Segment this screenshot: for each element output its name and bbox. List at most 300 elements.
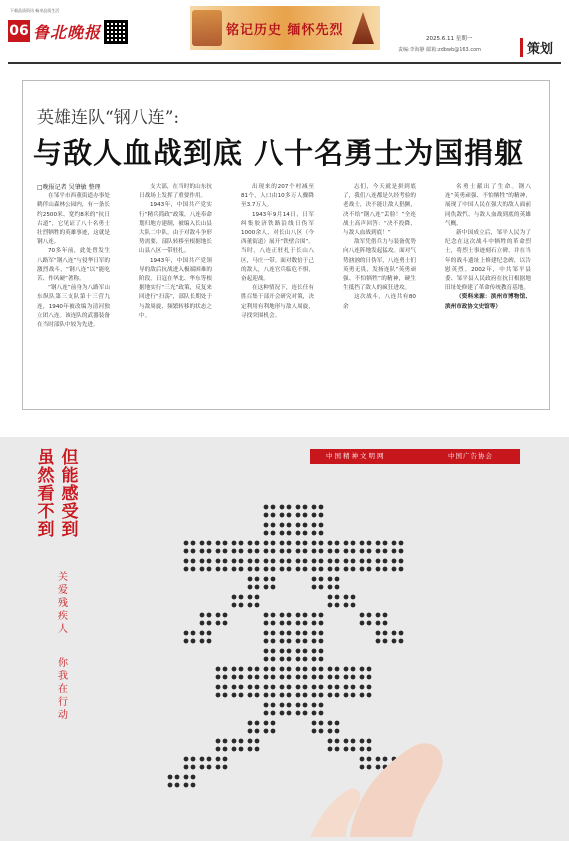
article-source: （资料来源：滨州市博物馆、滨州市政协文史馆等）	[445, 294, 531, 310]
braille-dot	[351, 667, 356, 672]
article-box	[22, 80, 550, 410]
braille-dot	[271, 577, 276, 582]
braille-dot	[255, 595, 260, 600]
braille-dot	[383, 621, 388, 626]
braille-dot	[280, 567, 285, 572]
braille-dot	[296, 567, 301, 572]
braille-dot	[335, 739, 340, 744]
braille-dot	[207, 621, 212, 626]
braille-dot	[271, 667, 276, 672]
braille-dot	[344, 595, 349, 600]
braille-dot	[303, 675, 308, 680]
braille-dot	[296, 559, 301, 564]
braille-dot	[376, 631, 381, 636]
braille-dot	[319, 613, 324, 618]
braille-dot	[303, 541, 308, 546]
braille-dot	[239, 559, 244, 564]
braille-dot	[191, 783, 196, 788]
braille-dot	[287, 559, 292, 564]
ad-org-right: 中国广告协会	[448, 452, 493, 460]
braille-dot	[360, 567, 365, 572]
braille-dot	[296, 703, 301, 708]
braille-dot	[328, 685, 333, 690]
braille-dot	[303, 613, 308, 618]
braille-dot	[303, 513, 308, 518]
braille-dot	[351, 559, 356, 564]
braille-dot	[239, 541, 244, 546]
braille-dot	[335, 585, 340, 590]
braille-dot	[296, 693, 301, 698]
braille-dot	[335, 667, 340, 672]
braille-dot	[232, 603, 237, 608]
header-banner	[190, 6, 380, 50]
braille-dot	[287, 531, 292, 536]
banner-decoration-icon	[192, 10, 222, 46]
braille-dot	[303, 685, 308, 690]
braille-dot	[216, 757, 221, 762]
braille-dot	[312, 675, 317, 680]
braille-dot	[312, 513, 317, 518]
braille-dot	[280, 559, 285, 564]
braille-dot	[383, 613, 388, 618]
braille-dot	[367, 675, 372, 680]
braille-dot	[255, 747, 260, 752]
braille-dot	[207, 639, 212, 644]
braille-dot	[232, 685, 237, 690]
braille-dot	[264, 577, 269, 582]
braille-dot	[248, 747, 253, 752]
braille-dot	[200, 559, 205, 564]
braille-dot	[280, 505, 285, 510]
braille-dot	[223, 747, 228, 752]
braille-dot	[303, 549, 308, 554]
braille-dot	[392, 631, 397, 636]
braille-dot	[280, 693, 285, 698]
braille-dot	[280, 703, 285, 708]
braille-dot	[264, 621, 269, 626]
braille-dot	[303, 505, 308, 510]
braille-dot	[367, 739, 372, 744]
braille-dot	[303, 631, 308, 636]
braille-dot	[296, 667, 301, 672]
braille-dot	[271, 585, 276, 590]
braille-dot	[287, 649, 292, 654]
paper-logo: 鲁北晚报	[33, 23, 102, 42]
braille-dot	[255, 541, 260, 546]
header-tagline: 下载品质资讯 畅享品质生活	[10, 8, 60, 13]
braille-dot	[319, 649, 324, 654]
braille-dot	[264, 613, 269, 618]
public-service-ad	[0, 437, 569, 841]
braille-dot	[360, 693, 365, 698]
braille-dot	[287, 685, 292, 690]
braille-dot	[255, 675, 260, 680]
braille-dot	[312, 693, 317, 698]
braille-dot	[191, 775, 196, 780]
braille-dot	[360, 675, 365, 680]
braille-dot	[232, 541, 237, 546]
braille-dot	[287, 631, 292, 636]
braille-dot	[312, 541, 317, 546]
braille-dot	[296, 613, 301, 618]
ad-vertical-text-2: 你 我 在 行 动	[58, 658, 68, 721]
braille-dot	[232, 549, 237, 554]
braille-dot	[223, 739, 228, 744]
braille-dot	[184, 567, 189, 572]
braille-dot	[239, 595, 244, 600]
braille-dot	[312, 685, 317, 690]
braille-dot	[328, 549, 333, 554]
braille-dot	[191, 541, 196, 546]
braille-dot	[319, 585, 324, 590]
braille-dot	[351, 595, 356, 600]
braille-dot	[296, 505, 301, 510]
braille-dot	[207, 613, 212, 618]
braille-dot	[255, 567, 260, 572]
braille-dot	[271, 703, 276, 708]
braille-dot	[376, 567, 381, 572]
braille-dot	[255, 721, 260, 726]
braille-dot	[399, 541, 404, 546]
braille-dot	[303, 559, 308, 564]
braille-dot	[287, 523, 292, 528]
braille-dot	[264, 729, 269, 734]
braille-dot	[335, 729, 340, 734]
braille-dot	[287, 549, 292, 554]
braille-dot	[328, 675, 333, 680]
braille-dot	[376, 765, 381, 770]
braille-dot	[223, 765, 228, 770]
braille-dot	[287, 675, 292, 680]
braille-dot	[223, 675, 228, 680]
braille-dot	[280, 621, 285, 626]
braille-dot	[280, 531, 285, 536]
braille-dot	[232, 595, 237, 600]
braille-dot	[312, 657, 317, 662]
braille-dot	[207, 559, 212, 564]
braille-dot	[367, 667, 372, 672]
ad-slogan-right	[58, 449, 82, 539]
braille-dot	[335, 693, 340, 698]
braille-dot	[360, 667, 365, 672]
braille-dot	[399, 567, 404, 572]
braille-dot	[319, 541, 324, 546]
braille-dot	[303, 657, 308, 662]
paragraph: 志们，今天就是拼到底了，我们八连都是久经考验的老战士，决不能让敌人猖獗，决不给“钢八连”丢脸！”全连战士高声回答：“决不投降，与敌人血战到底！”	[343, 184, 416, 237]
braille-dot	[392, 541, 397, 546]
braille-dot	[344, 739, 349, 744]
braille-dot	[175, 783, 180, 788]
braille-dot	[351, 693, 356, 698]
braille-dot	[184, 559, 189, 564]
braille-dot	[351, 549, 356, 554]
braille-dot	[248, 693, 253, 698]
braille-dot	[287, 703, 292, 708]
paragraph: 敌军凭借兵力与装备优势向八连阵地发起猛攻。面对气势汹汹的日伪军，八连勇士们英勇无畏，发扬连队“英勇顽强、不怕牺牲”的精神，硬生生抵挡了敌人的疯狂进攻。	[343, 239, 416, 292]
braille-dot	[200, 613, 205, 618]
braille-dot	[255, 585, 260, 590]
braille-dot	[271, 531, 276, 536]
braille-dot	[303, 531, 308, 536]
braille-dot	[296, 523, 301, 528]
braille-dot	[376, 541, 381, 546]
braille-dot	[248, 549, 253, 554]
braille-dot	[335, 603, 340, 608]
braille-dot	[280, 513, 285, 518]
braille-dot	[207, 765, 212, 770]
braille-dot	[255, 685, 260, 690]
braille-dot	[232, 567, 237, 572]
braille-dot	[191, 559, 196, 564]
hand-icon	[350, 743, 443, 837]
braille-dot	[248, 541, 253, 546]
braille-dot	[232, 693, 237, 698]
braille-dot	[351, 675, 356, 680]
section-label: 策划	[520, 38, 553, 57]
paragraph: 1943年9月14日，日军纠集胶济铁路沿线日伪军1000余人，对长山八区（今西董街道）展开“铁壁合围”。当时，八连正驻扎于长山八区，马庄一带。面对数倍于己的敌人，八连官兵临危不惧，奋起迎战。	[241, 211, 314, 283]
braille-dot	[271, 657, 276, 662]
ad-org-bar	[310, 449, 520, 464]
braille-dot	[376, 621, 381, 626]
braille-dot	[383, 631, 388, 636]
braille-dot	[264, 667, 269, 672]
braille-dots	[168, 505, 420, 788]
braille-dot	[335, 675, 340, 680]
braille-dot	[367, 559, 372, 564]
braille-dot	[376, 549, 381, 554]
braille-dot	[328, 577, 333, 582]
braille-dot	[264, 693, 269, 698]
braille-dot	[280, 523, 285, 528]
braille-dot	[264, 703, 269, 708]
braille-dot	[312, 711, 317, 716]
braille-dot	[239, 549, 244, 554]
braille-dot	[335, 747, 340, 752]
braille-dot	[264, 531, 269, 536]
braille-dot	[360, 765, 365, 770]
braille-dot	[319, 721, 324, 726]
braille-dot	[264, 505, 269, 510]
braille-dot	[255, 729, 260, 734]
braille-dot	[264, 675, 269, 680]
braille-dot	[296, 513, 301, 518]
braille-dot	[248, 739, 253, 744]
braille-dot	[168, 775, 173, 780]
braille-dot	[271, 693, 276, 698]
braille-dot	[383, 757, 388, 762]
braille-dot	[255, 549, 260, 554]
braille-dot	[248, 675, 253, 680]
paragraph: 名勇士献出了生命。钢八连“英勇顽强、不怕牺牲”的精神，展现了中国人民在强大的敌人面前同仇敌忾、与敌人血战到底的英雄气概。	[445, 184, 531, 227]
braille-dot	[216, 667, 221, 672]
braille-dot	[328, 729, 333, 734]
braille-dot	[319, 567, 324, 572]
braille-dot	[168, 783, 173, 788]
braille-dot	[312, 505, 317, 510]
braille-dot	[392, 639, 397, 644]
braille-dot	[191, 549, 196, 554]
braille-dot	[223, 541, 228, 546]
braille-dot	[216, 567, 221, 572]
braille-dot	[296, 621, 301, 626]
braille-dot	[303, 621, 308, 626]
braille-dot	[184, 757, 189, 762]
braille-dot	[271, 729, 276, 734]
braille-dot	[280, 613, 285, 618]
article-column-4	[343, 183, 416, 403]
braille-dot	[239, 685, 244, 690]
braille-dot	[255, 739, 260, 744]
braille-dot	[287, 541, 292, 546]
braille-dot	[191, 631, 196, 636]
braille-dot	[239, 693, 244, 698]
braille-dot	[207, 567, 212, 572]
braille-dot	[280, 639, 285, 644]
paragraph: 支大部，在当时的山东抗日战场上发挥了重要作用。	[139, 184, 212, 200]
braille-dot	[319, 639, 324, 644]
braille-dot	[287, 505, 292, 510]
braille-dot	[303, 711, 308, 716]
braille-dot	[191, 757, 196, 762]
braille-dot	[216, 747, 221, 752]
braille-dot	[248, 595, 253, 600]
braille-dot	[271, 541, 276, 546]
braille-dot	[367, 765, 372, 770]
braille-dot	[255, 693, 260, 698]
braille-dot	[200, 549, 205, 554]
article-title: 与敌人血战到底 八十名勇士为国捐躯	[33, 136, 525, 170]
braille-dot	[232, 675, 237, 680]
braille-dot	[360, 613, 365, 618]
braille-dot	[239, 739, 244, 744]
braille-dot	[223, 757, 228, 762]
braille-dot	[200, 639, 205, 644]
paragraph: 新中国成立后，邹平人民为了纪念在这次战斗中牺牲的革命烈士，将烈士事迹刻石立碑，并在当年的战斗遗址上修建纪念碑，以告慰英烈。2002年，中共邹平县委、邹平县人民政府在抗日根据地旧址处修建了革命传统教育基地。	[445, 230, 531, 292]
braille-dot	[319, 711, 324, 716]
braille-dot	[399, 559, 404, 564]
braille-dot	[344, 541, 349, 546]
braille-dot	[255, 667, 260, 672]
braille-dot	[296, 675, 301, 680]
braille-dot	[264, 711, 269, 716]
braille-dot	[216, 549, 221, 554]
braille-dot	[399, 631, 404, 636]
braille-dot	[367, 685, 372, 690]
braille-dot	[351, 747, 356, 752]
braille-dot	[271, 631, 276, 636]
braille-dots-artwork	[150, 497, 450, 837]
braille-dot	[191, 765, 196, 770]
braille-dot	[223, 621, 228, 626]
braille-dot	[200, 621, 205, 626]
braille-dot	[312, 613, 317, 618]
braille-dot	[303, 567, 308, 572]
braille-dot	[312, 721, 317, 726]
braille-dot	[296, 549, 301, 554]
braille-dot	[264, 559, 269, 564]
braille-dot	[312, 703, 317, 708]
braille-dot	[207, 549, 212, 554]
braille-dot	[264, 549, 269, 554]
braille-dot	[335, 595, 340, 600]
braille-dot	[335, 549, 340, 554]
braille-dot	[271, 559, 276, 564]
braille-dot	[319, 531, 324, 536]
braille-dot	[216, 541, 221, 546]
braille-dot	[376, 559, 381, 564]
braille-dot	[264, 685, 269, 690]
braille-dot	[344, 549, 349, 554]
braille-dot	[287, 613, 292, 618]
braille-dot	[335, 721, 340, 726]
braille-dot	[376, 757, 381, 762]
braille-dot	[232, 559, 237, 564]
braille-dot	[264, 513, 269, 518]
article-column-3	[241, 183, 314, 403]
braille-dot	[312, 559, 317, 564]
braille-dot	[319, 729, 324, 734]
braille-dot	[271, 613, 276, 618]
article-column-2	[139, 183, 212, 403]
braille-dot	[328, 567, 333, 572]
braille-dot	[223, 549, 228, 554]
braille-dot	[312, 531, 317, 536]
braille-dot	[376, 613, 381, 618]
braille-dot	[319, 523, 324, 528]
braille-dot	[303, 693, 308, 698]
article-column-1	[37, 183, 110, 403]
braille-dot	[271, 505, 276, 510]
braille-dot	[223, 693, 228, 698]
braille-dot	[360, 747, 365, 752]
braille-dot	[344, 685, 349, 690]
braille-dot	[184, 549, 189, 554]
braille-dot	[264, 567, 269, 572]
braille-dot	[296, 649, 301, 654]
braille-dot	[216, 621, 221, 626]
braille-dot	[248, 585, 253, 590]
paragraph: “钢八连”前身为八路军山东纵队第三支队第十三营九连，1940年被改编为清河独立团八连。该连队的武器装备在当时部队中较为先进。	[37, 285, 110, 329]
braille-dot	[344, 667, 349, 672]
braille-dot	[248, 721, 253, 726]
braille-dot	[223, 667, 228, 672]
braille-dot	[319, 667, 324, 672]
braille-dot	[392, 549, 397, 554]
braille-dot	[280, 541, 285, 546]
braille-dot	[287, 657, 292, 662]
braille-dot	[319, 693, 324, 698]
braille-dot	[271, 685, 276, 690]
braille-dot	[351, 541, 356, 546]
braille-dot	[239, 567, 244, 572]
braille-dot	[255, 577, 260, 582]
braille-dot	[223, 567, 228, 572]
article-byline: □晚报记者 吴肇敏 整理	[37, 184, 101, 191]
braille-dot	[264, 649, 269, 654]
braille-dot	[344, 559, 349, 564]
braille-dot	[223, 559, 228, 564]
braille-dot	[184, 639, 189, 644]
braille-dot	[271, 549, 276, 554]
ad-slogan-left	[34, 449, 58, 539]
braille-dot	[271, 567, 276, 572]
braille-dot	[200, 541, 205, 546]
braille-dot	[280, 711, 285, 716]
braille-dot	[184, 775, 189, 780]
braille-dot	[328, 585, 333, 590]
paragraph: 70多年前，此处曾发生八路军“钢八连”与侵华日军的激烈战斗，“钢八连”以“能吃苦、作风硬”著称。	[37, 248, 110, 283]
braille-dot	[319, 513, 324, 518]
